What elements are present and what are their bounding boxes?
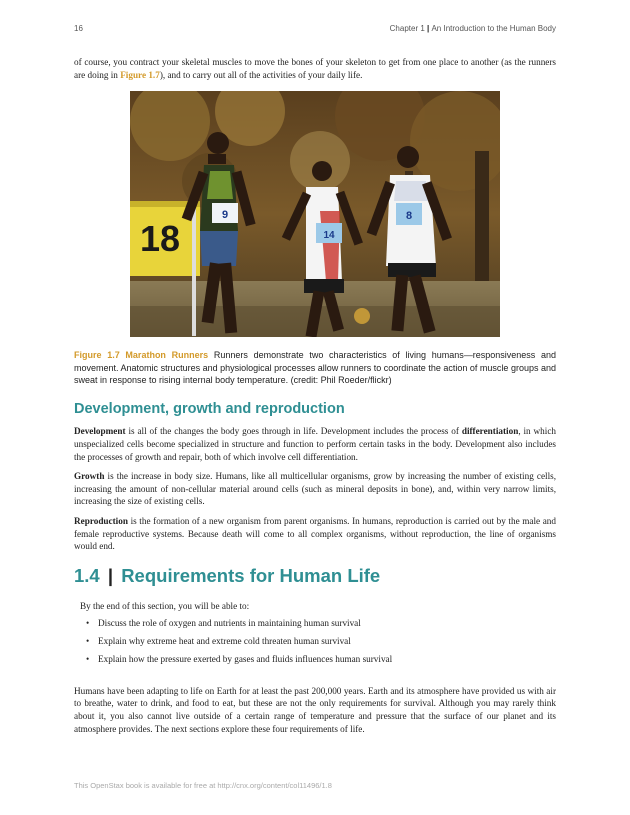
development-paragraph <box>74 425 556 463</box>
section-separator: | <box>107 564 114 586</box>
growth-text: is the increase in body size. Humans, like all multicellular organisms, grow by increasing the number of existing cells, increasing the amount of non-cellular material around cells (such as mineral deposits in bone), and, within very narrow limits, increasing the size of existing cells. <box>74 471 556 507</box>
objectives-intro: By the end of this section, you will be able to: <box>80 600 250 611</box>
bib-middle: 14 <box>323 230 335 242</box>
section-title: Requirements for Human Life <box>121 564 381 586</box>
section-number: 1.4 <box>74 564 100 586</box>
objective-item: • Discuss the role of oxygen and nutrients in maintaining human survival <box>98 617 556 629</box>
intro-paragraph <box>74 56 556 81</box>
chapter-separator: | <box>424 24 432 33</box>
development-text-2: , in which unspecialized cells become specialized in structure and function to perform certain tasks in the body. Development also includes the processes of growth and repair, both of which involve cell differentiation. <box>74 426 557 462</box>
figure-link[interactable]: Figure 1.7 <box>120 69 160 80</box>
intro-text-1: of course, you contract your skeletal muscles to move the bones of your skeleton to get from one place to another (as the runners are doing in <box>74 57 556 80</box>
chapter-prefix: Chapter 1 <box>389 24 425 33</box>
figure-caption <box>74 349 556 386</box>
chapter-title <box>390 24 556 33</box>
caption-text: Runners demonstrate two characteristics of living humans—responsiveness and movement. Anatomic structures and physiological processes allow runners to coordinate the action of muscle groups and sweat in response to rising internal body temperature. (credit: Phil Roeder/flickr) <box>74 350 556 385</box>
requirements-paragraph: Humans have been adapting to life on Earth for at least the past 200,000 years. Earth and its atmosphere have provided us with air to breathe, water to drink, and food to eat, but these are not the only requirements for survival. Although you may rarely think about it, you also cannot live outside of a certain range of temperature and pressure that the surface of our planet and its atmosphere provides. The next sections explore these four requirements of life. <box>74 685 556 734</box>
chapter-name: An Introduction to the Human Body <box>431 24 556 33</box>
bib-right: 8 <box>405 210 413 223</box>
section-heading-growth: Development, growth and reproduction <box>74 401 345 418</box>
development-text-1: is all of the changes the body goes through in life. Development includes the process of <box>125 426 462 437</box>
term-development: Development <box>74 426 126 437</box>
reproduction-text: is the formation of a new organism from parent organisms. In humans, reproduction is carried out by the male and female reproductive systems. Because death will come to all complex organisms, without reproduction, the line of organisms would end. <box>74 515 556 552</box>
growth-paragraph <box>74 470 556 508</box>
learning-objectives <box>80 601 556 665</box>
term-reproduction: Reproduction <box>74 515 128 526</box>
term-differentiation: differentiation <box>461 426 519 437</box>
term-growth: Growth <box>74 471 105 482</box>
intro-text-2: ), and to carry out all of the activities of your daily life. <box>159 69 363 80</box>
section-heading-requirements <box>74 565 556 587</box>
sign-number: 18 <box>139 218 181 260</box>
objective-item: • Explain how the pressure exerted by gases and fluids influences human survival <box>98 653 556 665</box>
bib-left: 9 <box>221 209 229 222</box>
objective-item: • Explain why extreme heat and extreme cold threaten human survival <box>98 635 556 647</box>
page-number: 16 <box>74 24 83 33</box>
figure-image <box>130 91 500 337</box>
reproduction-paragraph <box>74 515 556 553</box>
page-content <box>74 56 556 742</box>
objectives-list <box>80 617 556 665</box>
caption-label: Figure 1.7 Marathon Runners <box>74 350 209 361</box>
page-footer: This OpenStax book is available for free at http://cnx.org/content/col11496/1.8 <box>74 781 332 790</box>
